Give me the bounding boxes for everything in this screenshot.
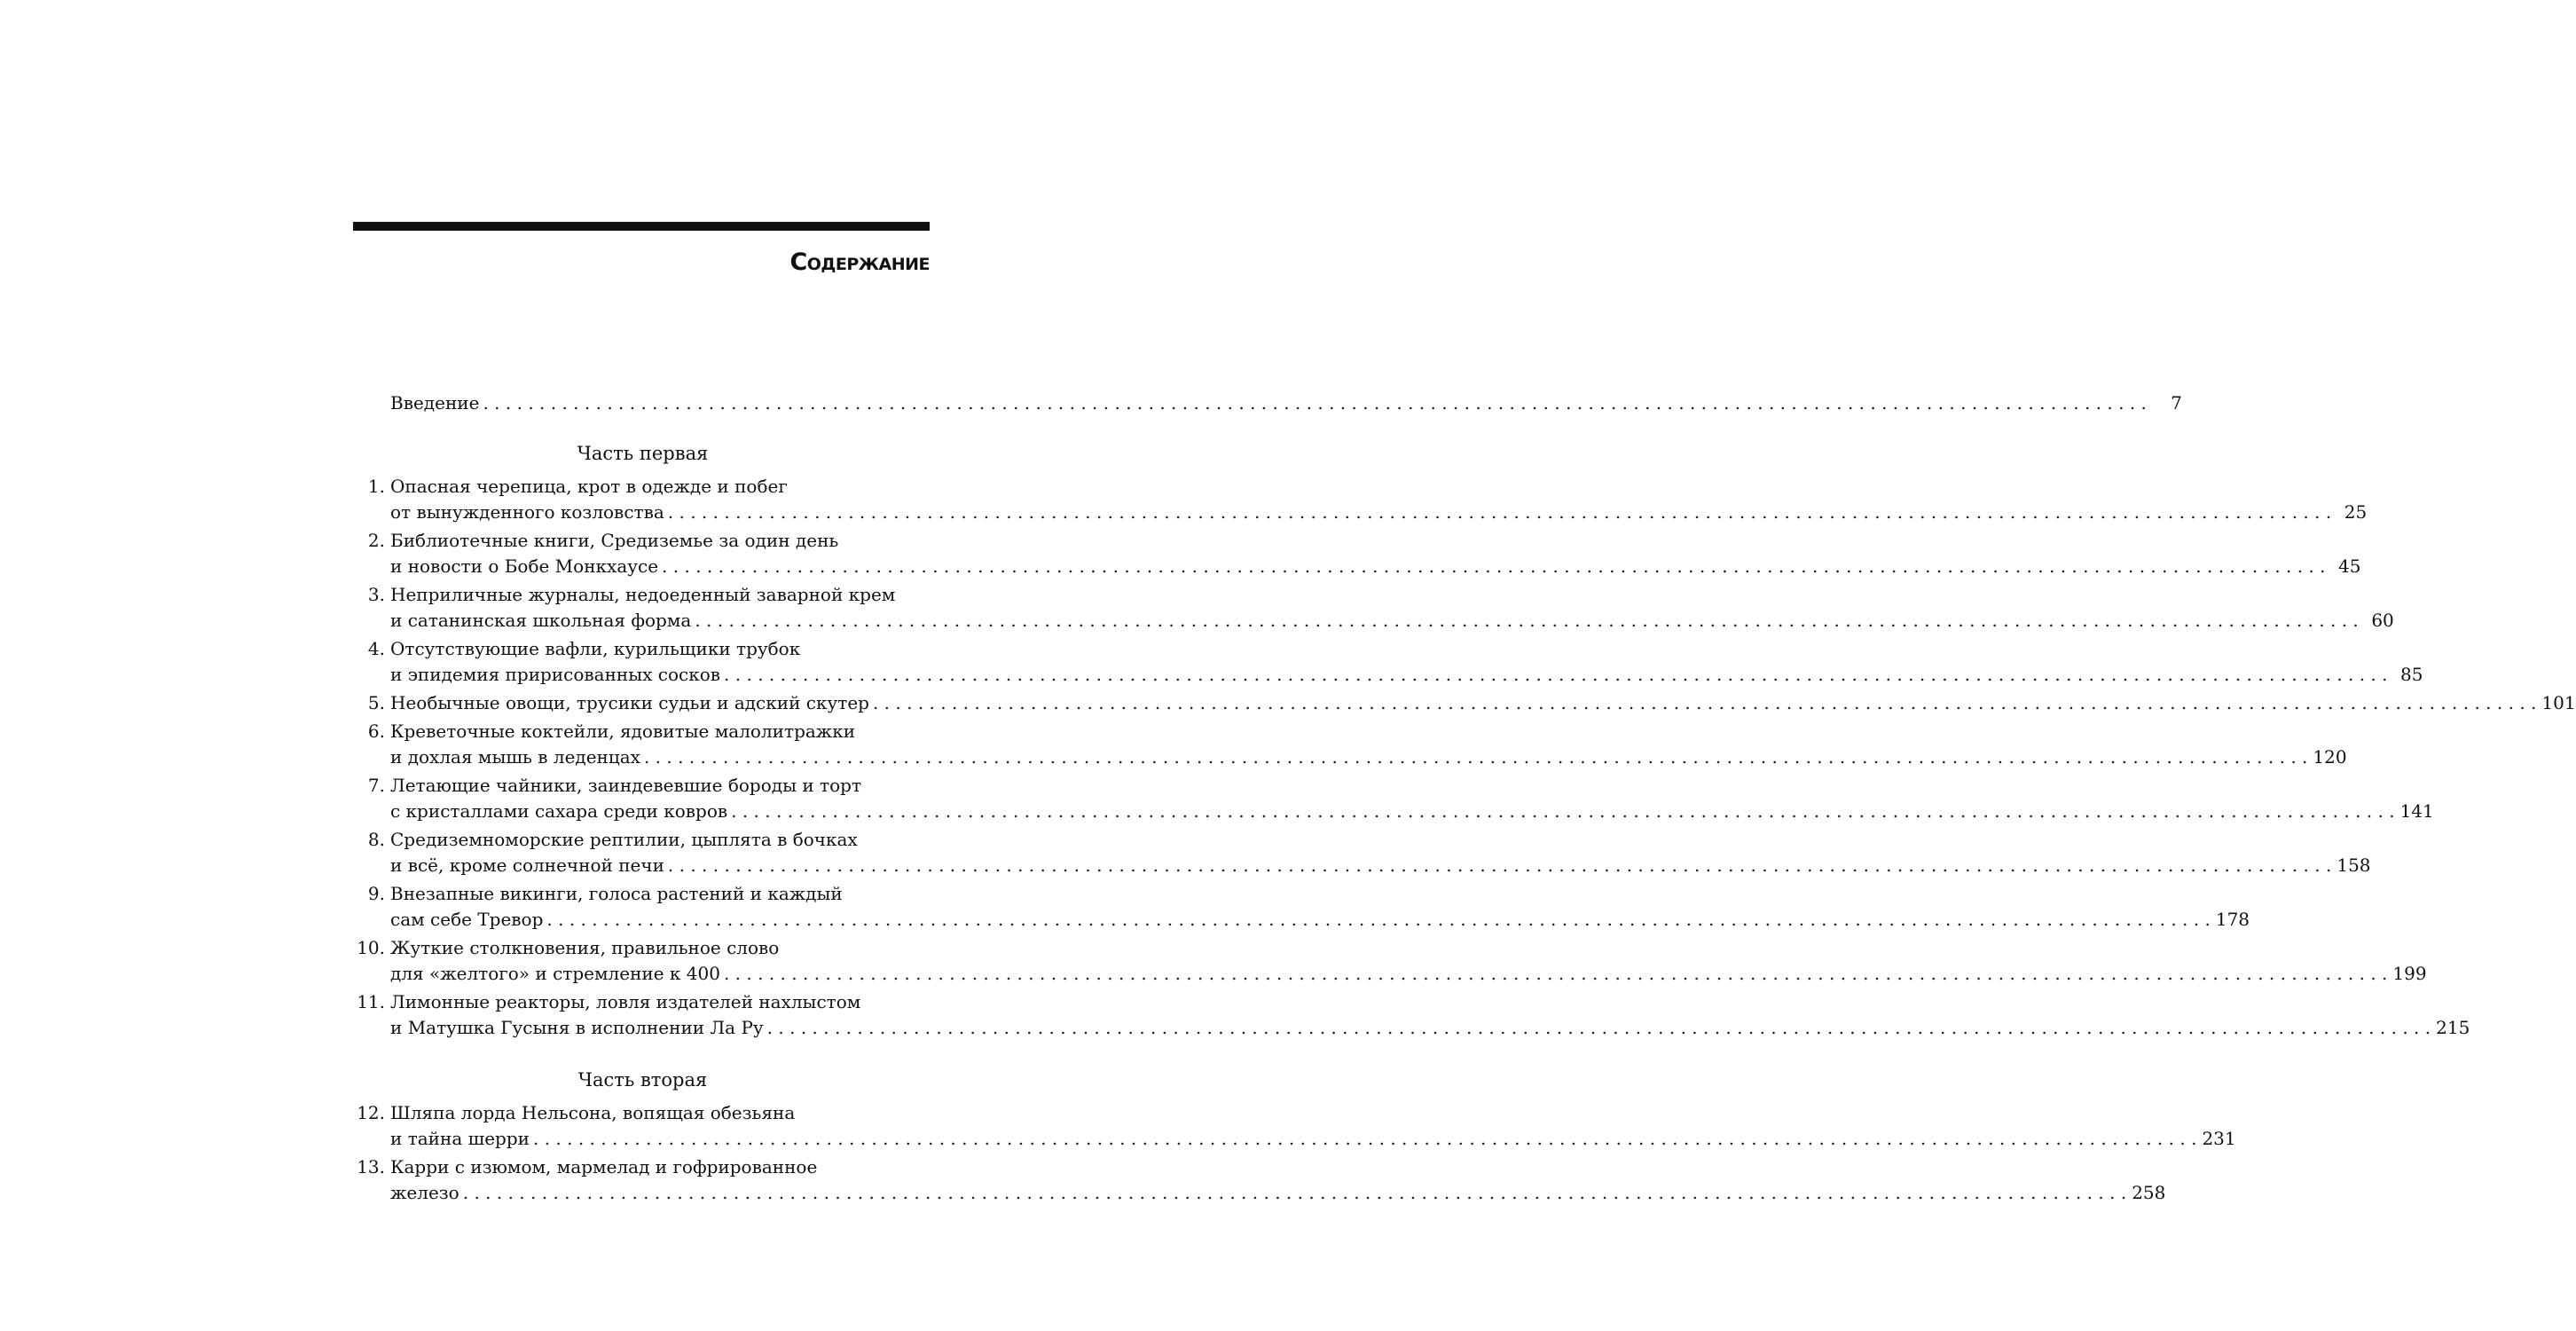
toc-entry-number: 11.: [357, 991, 385, 1012]
toc-entry-title-line1: Средиземноморские рептилии, цыплята в бочках: [390, 829, 858, 850]
toc-entry-number: 9.: [367, 883, 385, 904]
toc-entry-title-line1: Внезапные викинги, голоса растений и каждый: [390, 883, 843, 904]
toc-entry-title-line1: Опасная черепица, крот в одежде и побег: [390, 476, 788, 497]
toc-entry[interactable]: [353, 1154, 2166, 1206]
toc-page-number: 141: [2399, 800, 2434, 822]
dot-leader: [662, 554, 2325, 579]
toc-entry-number: 10.: [357, 937, 385, 958]
toc-entry-title-line2: и всё, кроме солнечной печи: [390, 855, 664, 876]
toc-page-number: 231: [2202, 1128, 2236, 1149]
toc-page-number: 101: [2541, 692, 2576, 713]
table-of-contents: [353, 390, 2576, 1209]
toc-page-number: 7: [2171, 392, 2182, 413]
dot-leader: [767, 1015, 2431, 1041]
toc-page-number: 215: [2436, 1017, 2470, 1038]
toc-entry-title-line1: Жуткие столкновения, правильное слово: [390, 937, 780, 958]
toc-entry[interactable]: [353, 773, 2434, 824]
toc-entry-number: 4.: [367, 638, 385, 659]
toc-entry-title-line2: и эпидемия пририсованных сосков: [390, 664, 721, 685]
toc-entry-title: Введение: [390, 392, 480, 413]
dot-leader: [724, 961, 2387, 987]
toc-entry-title-line2: с кристаллами сахара среди ковров: [390, 800, 728, 822]
toc-entry[interactable]: [353, 827, 2371, 878]
toc-entry-title-line2: и сатанинская школьная форма: [390, 610, 692, 631]
toc-entry-title-line2: и дохлая мышь в леденцах: [390, 746, 640, 768]
toc-entry-number: 6.: [367, 721, 385, 742]
toc-page-number: 258: [2132, 1182, 2166, 1203]
contents-page: [353, 222, 930, 276]
toc-entry-number: 8.: [367, 829, 385, 850]
toc-entry-number: 7.: [367, 775, 385, 796]
dot-leader: [873, 690, 2536, 716]
toc-page-number: 158: [2336, 855, 2371, 876]
toc-page-number: 178: [2215, 909, 2250, 930]
toc-entry[interactable]: [353, 881, 2250, 933]
toc-page-number: 60: [2371, 610, 2394, 631]
dot-leader: [644, 744, 2307, 770]
dot-leader: [463, 1180, 2126, 1206]
dot-leader: [668, 500, 2331, 525]
dot-leader: [483, 390, 2146, 416]
contents-heading: Содержание: [789, 248, 930, 276]
toc-entry[interactable]: [353, 636, 2423, 688]
dot-leader: [731, 799, 2394, 824]
part-title: Часть первая: [577, 443, 709, 464]
toc-entry[interactable]: [353, 528, 2361, 579]
toc-page-number: 85: [2400, 664, 2423, 685]
toc-entry-title-line1: Неприличные журналы, недоеденный заварной крем: [390, 584, 896, 605]
toc-entry[interactable]: [353, 582, 2394, 634]
toc-entry-number: 13.: [357, 1156, 385, 1177]
toc-entry-title-line2: и новости о Бобе Монкхаусе: [390, 555, 659, 577]
toc-entry[interactable]: [353, 474, 2368, 525]
part-title: Часть вторая: [577, 1069, 708, 1091]
toc-entry-title-line2: и Матушка Гусыня в исполнении Ла Ру: [390, 1017, 764, 1038]
toc-entry-number: 5.: [367, 692, 385, 713]
toc-entry-title-line1: Карри с изюмом, мармелад и гофрированное: [390, 1156, 818, 1177]
toc-entry[interactable]: [353, 935, 2427, 987]
toc-entry-title-line1: Лимонные реакторы, ловля издателей нахлыстом: [390, 991, 861, 1012]
toc-entry-title-line2: и тайна шерри: [390, 1128, 530, 1149]
toc-entry-intro[interactable]: [353, 390, 2182, 416]
toc-entry[interactable]: [353, 719, 2347, 770]
toc-page-number: 45: [2338, 555, 2361, 577]
toc-entry-number: 2.: [367, 530, 385, 551]
toc-entry-number: 3.: [367, 584, 385, 605]
toc-entry[interactable]: [353, 690, 2576, 716]
dot-leader: [695, 608, 2358, 634]
toc-page-number: 120: [2313, 746, 2347, 768]
toc-entry-number: 12.: [357, 1102, 385, 1123]
toc-entry-title-line2: железо: [390, 1182, 459, 1203]
dot-leader: [546, 907, 2210, 933]
toc-entry-title: Необычные овощи, трусики судьи и адский скутер: [390, 692, 869, 713]
toc-entry[interactable]: [353, 989, 2470, 1041]
dot-leader: [724, 662, 2387, 688]
toc-entry-number: 1.: [367, 476, 385, 497]
toc-page-number: 25: [2344, 501, 2368, 523]
dot-leader: [668, 853, 2331, 878]
toc-entry-title-line2: для «желтого» и стремление к 400: [390, 963, 720, 984]
toc-entry-title-line1: Отсутствующие вафли, курильщики трубок: [390, 638, 801, 659]
toc-entry-title-line1: Библиотечные книги, Средиземье за один день: [390, 530, 839, 551]
toc-page-number: 199: [2392, 963, 2427, 984]
top-rule: [353, 222, 930, 231]
toc-entry-title-line1: Шляпа лорда Нельсона, вопящая обезьяна: [390, 1102, 796, 1123]
dot-leader: [533, 1126, 2196, 1152]
toc-entry-title-line2: от вынужденного козловства: [390, 501, 664, 523]
toc-entry-title-line2: сам себе Тревор: [390, 909, 544, 930]
toc-entry[interactable]: [353, 1100, 2236, 1152]
toc-entry-title-line1: Креветочные коктейли, ядовитые малолитражки: [390, 721, 856, 742]
toc-entry-title-line1: Летающие чайники, заиндевевшие бороды и торт: [390, 775, 862, 796]
